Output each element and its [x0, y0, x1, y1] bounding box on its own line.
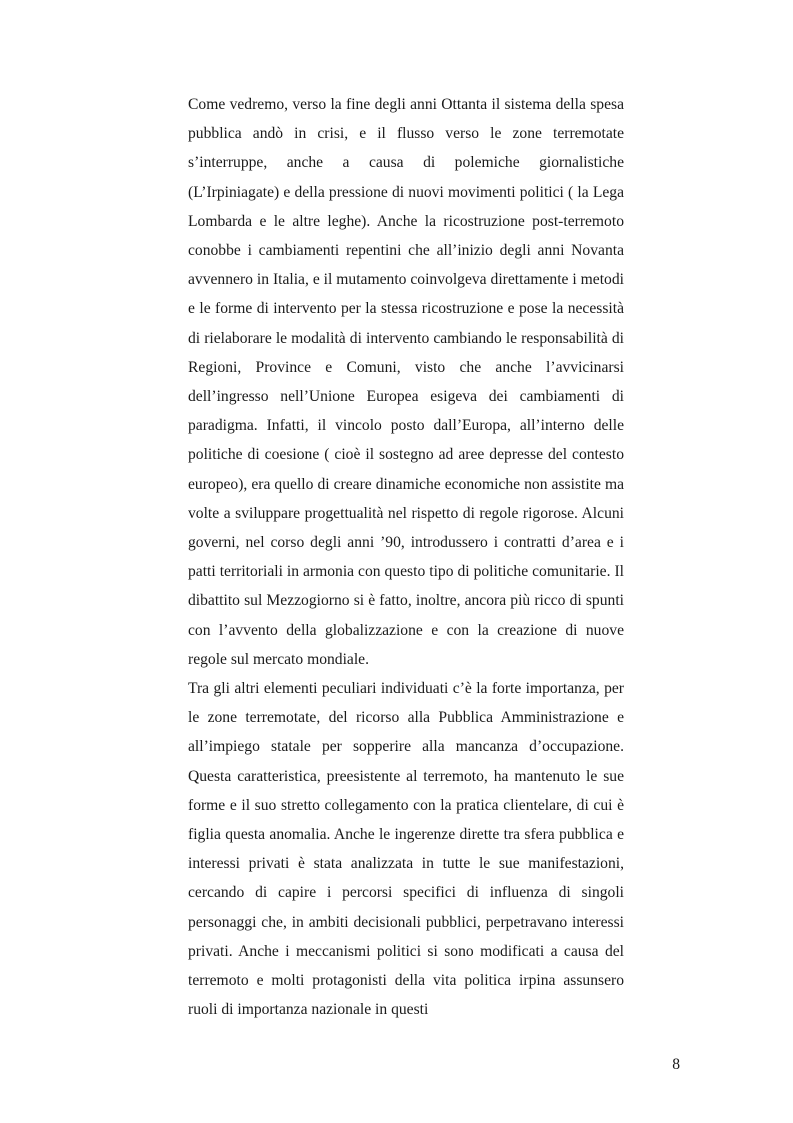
- body-text: [188, 90, 624, 1025]
- paragraph-1: Come vedremo, verso la fine degli anni Ottanta il sistema della spesa pubblica andò in crisi, e il flusso verso le zone terremotate s’interruppe, anche a causa di polemiche giornalistiche (L’Irpiniagate) e della pressione di nuovi movimenti politici ( la Lega Lombarda e le altre leghe). Anche la ricostruzione post-terremoto conobbe i cambiamenti repentini che all’inizio degli anni Novanta avvennero in Italia, e il mutamento coinvolgeva direttamente i metodi e le forme di intervento per la stessa ricostruzione e pose la necessità di rielaborare le modalità di intervento cambiando le responsabilità di Regioni, Province e Comuni, visto che anche l’avvicinarsi dell’ingresso nell’Unione Europea esigeva dei cambiamenti di paradigma. Infatti, il vincolo posto dall’Europa, all’interno delle politiche di coesione ( cioè il sostegno ad aree depresse del contesto europeo), era quello di creare dinamiche economiche non assistite ma volte a sviluppare progettualità nel rispetto di regole rigorose. Alcuni governi, nel corso degli anni ’90, introdussero i contratti d’area e i patti territoriali in armonia con questo tipo di politiche comunitarie. Il dibattito sul Mezzogiorno si è fatto, inoltre, ancora più ricco di spunti con l’avvento della globalizzazione e con la creazione di nuove regole sul mercato mondiale.: [188, 96, 624, 668]
- page-number: 8: [672, 1056, 680, 1073]
- paragraph-2: Tra gli altri elementi peculiari individuati c’è la forte importanza, per le zone terremotate, del ricorso alla Pubblica Amministrazione e all’impiego statale per sopperire alla mancanza d’occupazione. Questa caratteristica, preesistente al terremoto, ha mantenuto le sue forme e il suo stretto collegamento con la pratica clientelare, di cui è figlia questa anomalia. Anche le ingerenze dirette tra sfera pubblica e interessi privati è stata analizzata in tutte le sue manifestazioni, cercando di capire i percorsi specifici di influenza di singoli personaggi che, in ambiti decisionali pubblici, perpetravano interessi privati. Anche i meccanismi politici si sono modificati a causa del terremoto e molti protagonisti della vita politica irpina assunsero ruoli di importanza nazionale in questi: [188, 680, 624, 1019]
